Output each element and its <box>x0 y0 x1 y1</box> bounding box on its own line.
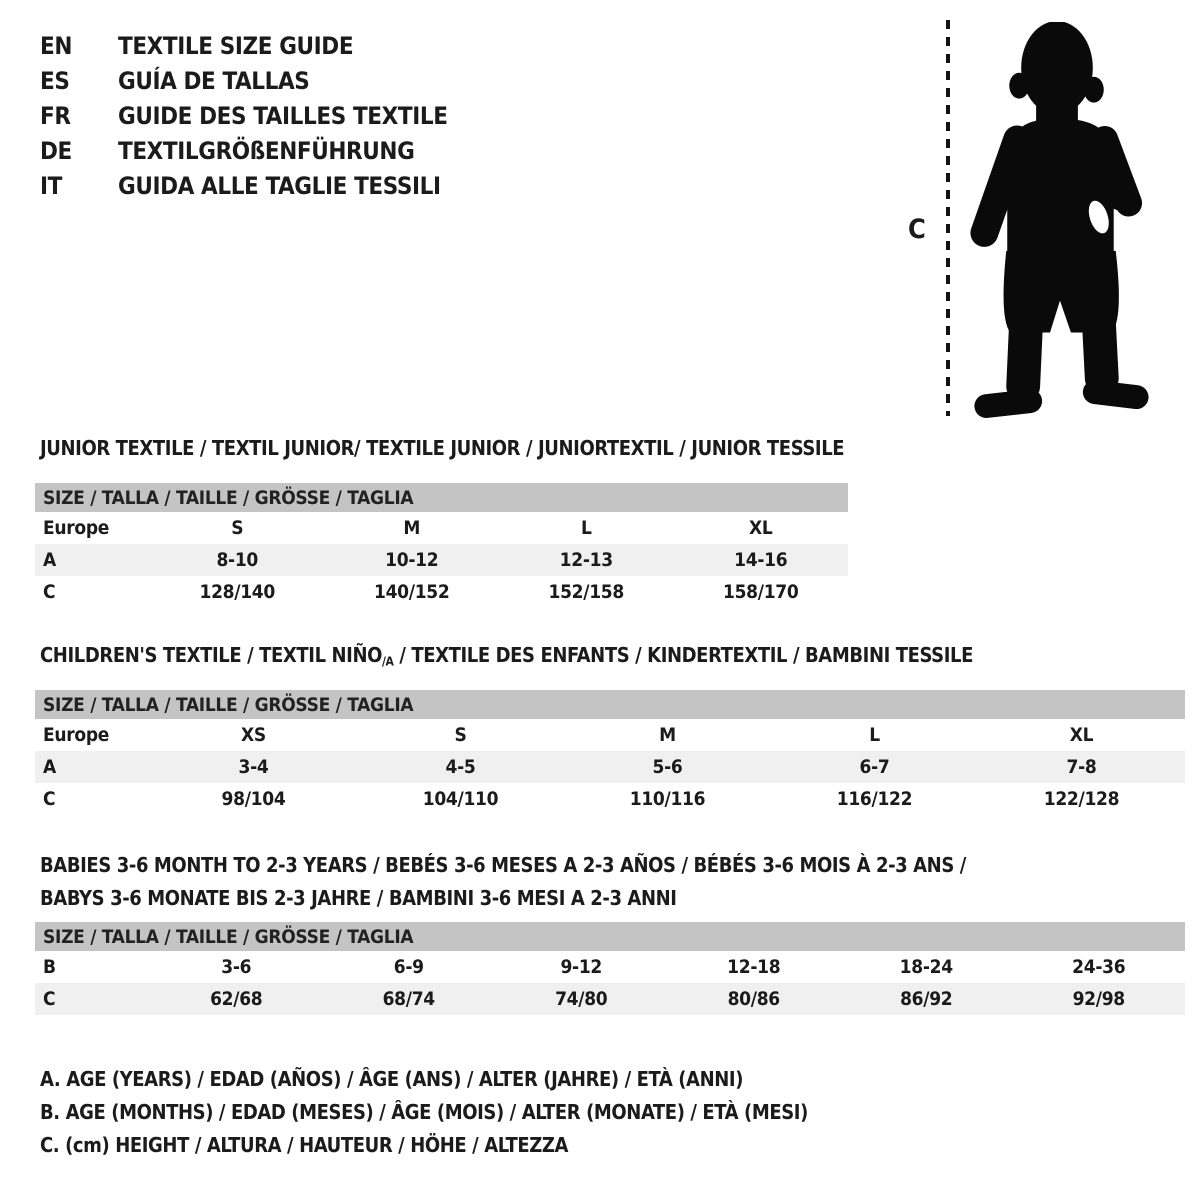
col-header: XL <box>1069 724 1094 746</box>
legend-line-c: C. (cm) HEIGHT / ALTURA / HAUTEUR / HÖHE / ALTEZZA <box>40 1132 569 1157</box>
guide-title-de: TEXTILGRÖßENFÜHRUNG <box>118 136 415 165</box>
col-header: S <box>454 724 467 746</box>
age-cell: 10-12 <box>385 549 439 571</box>
age-cell: 5-6 <box>652 756 683 778</box>
row-label: B <box>43 956 56 978</box>
months-cell: 9-12 <box>560 956 603 978</box>
legend-line-a: A. AGE (YEARS) / EDAD (AÑOS) / ÂGE (ANS) / ALTER (JAHRE) / ETÀ (ANNI) <box>40 1066 744 1091</box>
height-cell: 152/158 <box>548 581 624 603</box>
row-label: Europe <box>43 724 110 746</box>
babies-title-line2: BABYS 3-6 MONATE BIS 2-3 JAHRE / BAMBINI 3-6 MESI A 2-3 ANNI <box>40 886 677 910</box>
section-title-junior: JUNIOR TEXTILE / TEXTIL JUNIOR/ TEXTILE JUNIOR / JUNIORTEXTIL / JUNIOR TESSILE <box>40 436 845 460</box>
months-cell: 3-6 <box>221 956 252 978</box>
language-title-list <box>40 28 448 203</box>
row-label: Europe <box>43 517 110 539</box>
toddler-silhouette-icon <box>962 22 1152 420</box>
col-header: M <box>403 517 421 539</box>
guide-title-fr: GUIDE DES TAILLES TEXTILE <box>118 101 448 130</box>
section-title-children <box>40 643 973 669</box>
junior-size-table <box>35 483 848 608</box>
size-header-band: SIZE / TALLA / TAILLE / GRÖSSE / TAGLIA <box>35 483 848 512</box>
table-row-months <box>35 951 1185 983</box>
language-row-en <box>40 28 448 63</box>
guide-title-en: TEXTILE SIZE GUIDE <box>118 31 354 60</box>
language-row-es <box>40 63 448 98</box>
children-size-table <box>35 690 1185 815</box>
age-cell: 3-4 <box>238 756 269 778</box>
language-code: IT <box>40 171 62 200</box>
row-label: A <box>43 549 56 571</box>
language-row-fr <box>40 98 448 133</box>
col-header: XS <box>241 724 266 746</box>
months-cell: 24-36 <box>1072 956 1126 978</box>
table-row-europe <box>35 719 1185 751</box>
col-header: S <box>231 517 244 539</box>
months-cell: 12-18 <box>727 956 781 978</box>
table-row-europe <box>35 512 848 544</box>
row-label: A <box>43 756 56 778</box>
guide-title-it: GUIDA ALLE TAGLIE TESSILI <box>118 171 441 200</box>
babies-size-table <box>35 922 1185 1015</box>
section-title-babies <box>40 849 966 915</box>
height-measure-dashed-line <box>946 20 950 416</box>
height-cell: 158/170 <box>722 581 799 603</box>
months-cell: 18-24 <box>899 956 953 978</box>
children-title-rest: / TEXTILE DES ENFANTS / KINDERTEXTIL / BAMBINI TESSILE <box>393 643 973 667</box>
height-cell: 128/140 <box>199 581 275 603</box>
height-cell: 98/104 <box>221 788 286 810</box>
col-header: XL <box>749 517 773 539</box>
language-code: ES <box>40 66 70 95</box>
table-row-age <box>35 751 1185 783</box>
height-cell: 122/128 <box>1043 788 1120 810</box>
babies-title-line1: BABIES 3-6 MONTH TO 2-3 YEARS / BEBÉS 3-6 MESES A 2-3 AÑOS / BÉBÉS 3-6 MOIS À 2-3 ANS / <box>40 853 966 877</box>
legend-line-b: B. AGE (MONTHS) / EDAD (MESES) / ÂGE (MOIS) / ALTER (MONATE) / ETÀ (MESI) <box>40 1099 808 1124</box>
age-cell: 12-13 <box>559 549 613 571</box>
age-cell: 6-7 <box>859 756 890 778</box>
col-header: M <box>659 724 676 746</box>
age-cell: 14-16 <box>734 549 788 571</box>
table-row-height <box>35 983 1185 1015</box>
height-cell: 92/98 <box>1072 988 1125 1010</box>
children-title-sub: /A <box>382 654 394 669</box>
language-code: EN <box>40 31 73 60</box>
language-row-de <box>40 133 448 168</box>
table-row-age <box>35 544 848 576</box>
age-cell: 7-8 <box>1066 756 1097 778</box>
height-cell: 104/110 <box>422 788 499 810</box>
height-cell: 68/74 <box>382 988 435 1010</box>
guide-title-es: GUÍA DE TALLAS <box>118 66 310 95</box>
height-cell: 140/152 <box>373 581 450 603</box>
height-cell: 86/92 <box>900 988 953 1010</box>
size-header-band: SIZE / TALLA / TAILLE / GRÖSSE / TAGLIA <box>35 690 1185 719</box>
row-label: C <box>43 581 56 603</box>
height-measure-label: C <box>908 214 926 245</box>
row-label: C <box>43 988 56 1010</box>
size-header-band: SIZE / TALLA / TAILLE / GRÖSSE / TAGLIA <box>35 922 1185 951</box>
age-cell: 8-10 <box>216 549 259 571</box>
measurement-legend <box>40 1062 808 1161</box>
language-code: DE <box>40 136 72 165</box>
months-cell: 6-9 <box>393 956 424 978</box>
language-code: FR <box>40 101 71 130</box>
height-cell: 116/122 <box>836 788 913 810</box>
height-cell: 62/68 <box>210 988 263 1010</box>
table-row-height <box>35 576 848 608</box>
table-row-height <box>35 783 1185 815</box>
age-cell: 4-5 <box>445 756 476 778</box>
col-header: L <box>869 724 880 746</box>
row-label: C <box>43 788 56 810</box>
height-cell: 110/116 <box>629 788 706 810</box>
height-cell: 80/86 <box>727 988 780 1010</box>
col-header: L <box>580 517 592 539</box>
children-title-main: CHILDREN'S TEXTILE / TEXTIL NIÑO <box>40 643 382 667</box>
language-row-it <box>40 168 448 203</box>
height-cell: 74/80 <box>555 988 608 1010</box>
